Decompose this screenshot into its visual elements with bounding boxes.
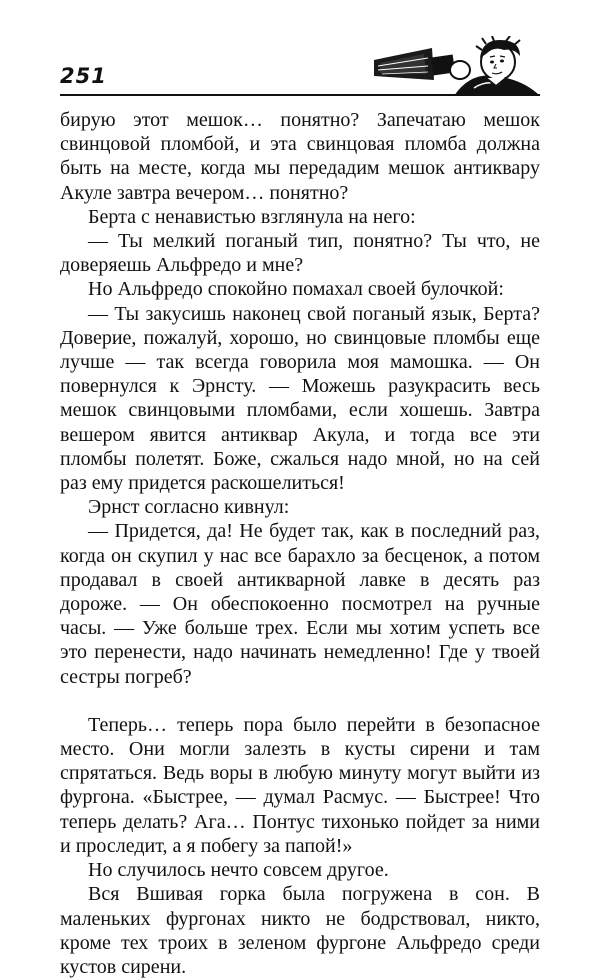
header-rule	[60, 94, 540, 96]
paragraph: Вся Вшивая горка была погружена в сон. В маленьких фургонах никто не бодрствовал, никто, кроме тех троих в зеленом фургоне Альфредо среди кустов сирени.	[60, 883, 540, 978]
paragraph: бирую этот мешок… понятно? Запечатаю мешок свинцовой пломбой, и эта свинцовая пломба должна быть на месте, когда мы передадим мешок антиквару Акуле завтра вечером… понятно?	[60, 109, 540, 204]
page-number: 251	[60, 64, 107, 88]
page-header	[60, 36, 540, 98]
paragraph: Но случилось нечто совсем другое.	[88, 859, 389, 882]
paragraph: Теперь… теперь пора было перейти в безопасное место. Они могли залезть в кусты сирени и там спрятаться. Ведь воры в любую минуту могут выйти из фургона. «Быстрее, — думал Расмус. — Быстрее! Что теперь делать? Ага… Понтус тихонько пойдет за ними и проследит, а я побегу за папой!»	[60, 713, 540, 857]
paragraph: — Придется, да! Не будет так, как в последний раз, когда он скупил у нас все барахло за бесценок, а потом продавал в своей антикварной лавке в десять раз дороже. — Он обеспокоенно посмотрел на ручные часы. — Уже больше трех. Если мы хотим успеть все это перенести, надо начинать немедленно! Где у твоей сестры погреб?	[60, 520, 540, 688]
boy-with-flashlight-illustration-icon	[374, 36, 540, 96]
paragraph: Но Альфредо спокойно помахал своей булочкой:	[88, 278, 504, 301]
section-break	[60, 689, 540, 713]
paragraph: Берта с ненавистью взглянула на него:	[88, 205, 416, 228]
page-text	[60, 108, 540, 979]
paragraph: — Ты закусишь наконец свой поганый язык, Берта? Доверие, пожалуй, хорошо, но свинцовые пломбы еще лучше — так всегда говорила моя мамошка. — Он повернулся к Эрнсту. — Можешь разукрасить весь мешок свинцовыми пломбами, если хошешь. Завтра вешером явится антиквар Акула, и тогда все эти пломбы полетят. Боже, сжалься надо мной, но на сей раз ему придется раскошелиться!	[60, 302, 540, 495]
paragraph: — Ты мелкий поганый тип, понятно? Ты что, не доверяешь Альфредо и мне?	[60, 230, 540, 277]
paragraph: Эрнст согласно кивнул:	[88, 496, 290, 519]
